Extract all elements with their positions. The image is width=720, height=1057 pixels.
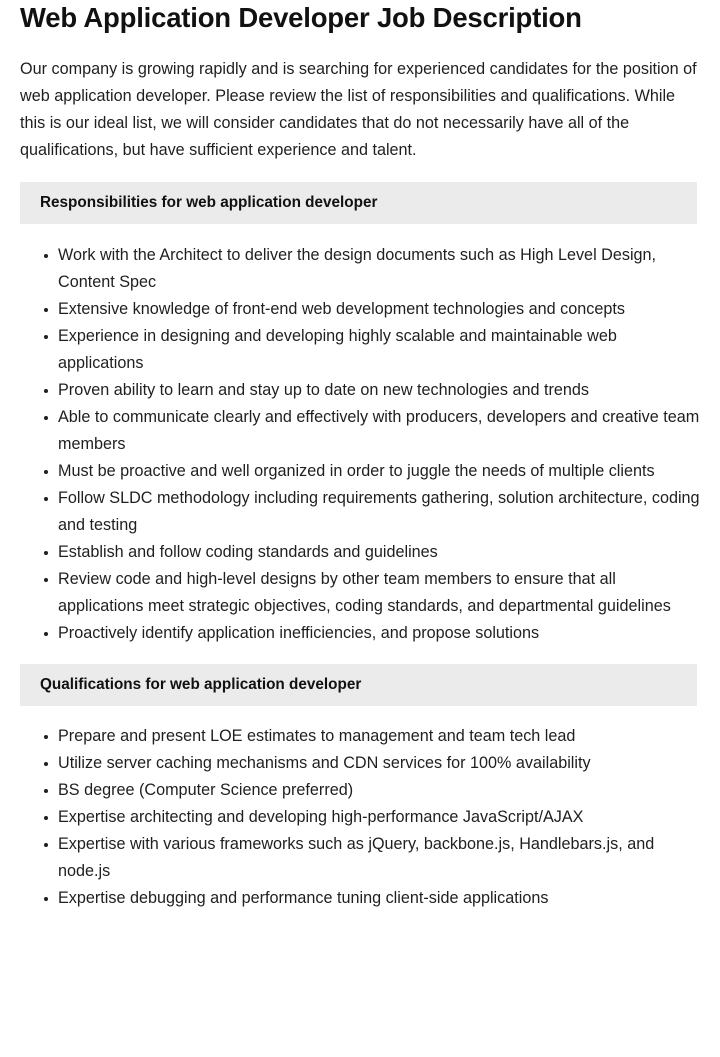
responsibilities-section-heading: Responsibilities for web application developer	[20, 182, 697, 224]
list-item: Expertise debugging and performance tuning client-side applications	[20, 885, 700, 912]
page-title: Web Application Developer Job Description	[20, 2, 582, 33]
list-item: Proactively identify application inefficiencies, and propose solutions	[20, 620, 700, 647]
list-item: Prepare and present LOE estimates to management and team tech lead	[20, 723, 700, 750]
list-item: Work with the Architect to deliver the design documents such as High Level Design, Content Spec	[20, 242, 700, 296]
list-item: Experience in designing and developing highly scalable and maintainable web applications	[20, 323, 700, 377]
qualifications-list	[20, 706, 700, 912]
responsibilities-section	[20, 182, 700, 647]
list-item: Must be proactive and well organized in order to juggle the needs of multiple clients	[20, 458, 700, 485]
list-item: Extensive knowledge of front-end web development technologies and concepts	[20, 296, 700, 323]
qualifications-section	[20, 664, 700, 912]
responsibilities-list	[20, 224, 700, 647]
list-item: Proven ability to learn and stay up to date on new technologies and trends	[20, 377, 700, 404]
list-item: Expertise with various frameworks such as jQuery, backbone.js, Handlebars.js, and node.js	[20, 831, 700, 885]
list-item: Review code and high-level designs by other team members to ensure that all applications meet strategic objectives, coding standards, and departmental guidelines	[20, 566, 700, 620]
list-item: Establish and follow coding standards and guidelines	[20, 539, 700, 566]
qualifications-section-heading: Qualifications for web application developer	[20, 664, 697, 706]
list-item: BS degree (Computer Science preferred)	[20, 777, 700, 804]
list-item: Follow SLDC methodology including requirements gathering, solution architecture, coding and testing	[20, 485, 700, 539]
list-item: Able to communicate clearly and effectively with producers, developers and creative team members	[20, 404, 700, 458]
list-item: Utilize server caching mechanisms and CDN services for 100% availability	[20, 750, 700, 777]
list-item: Expertise architecting and developing high-performance JavaScript/AJAX	[20, 804, 700, 831]
intro-paragraph: Our company is growing rapidly and is searching for experienced candidates for the position of web application developer. Please review the list of responsibilities and qualifications. While this is our ideal list, we will consider candidates that do not necessarily have all of the qualifications, but have sufficient experience and talent.	[20, 59, 697, 159]
